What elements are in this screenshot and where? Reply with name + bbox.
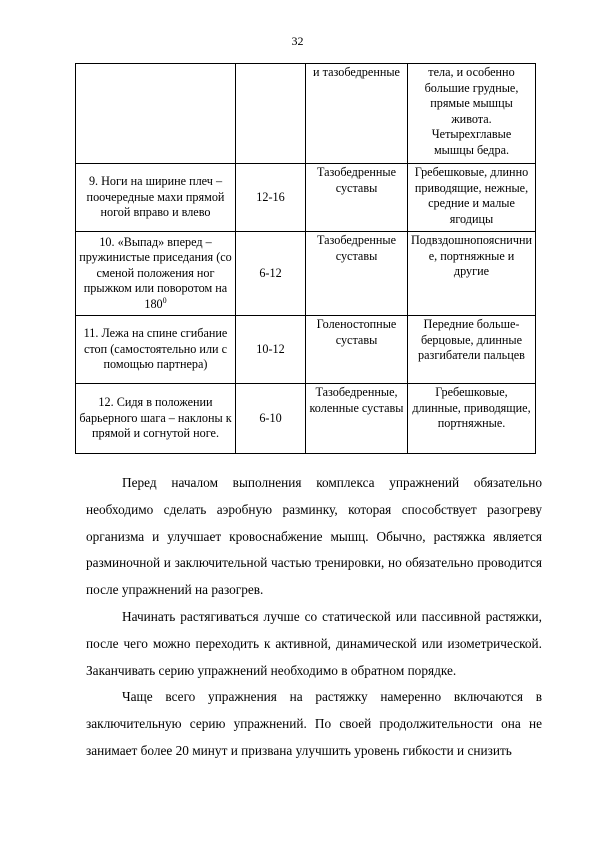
- paragraph: Перед началом выполнения комплекса упражнений обязательно необходимо сделать аэробную разминку, которая способствует разогреву организма и улучшает кровоснабжение мышц. Обычно, растяжка является разминочной и заключительной частью тренировки, но обязательно проводится после упражнений на разогрев.: [86, 475, 542, 598]
- muscles-cell: Гребешковые, длинно приводящие, нежные, средние и малые ягодицы: [408, 164, 536, 232]
- exercise-table: [75, 63, 536, 454]
- table-row: [76, 232, 536, 316]
- body-text: [86, 470, 542, 765]
- muscles-cell: Гребешковые, длинные, приводящие, портняжные.: [408, 384, 536, 454]
- joints-cell: Тазобедренные суставы: [306, 232, 408, 316]
- table-row: [76, 316, 536, 384]
- exercise-name-cell: [76, 64, 236, 164]
- muscles-cell: Подвздошнопояснични е, портняжные и другие: [408, 232, 536, 316]
- joints-cell: Голеностопные суставы: [306, 316, 408, 384]
- exercise-name-text: 10. «Выпад» вперед – пружинистые приседания (со сменой положения ног прыжком или поворотом на 180: [79, 234, 232, 311]
- table-row: [76, 64, 536, 164]
- repetitions-cell: 6-10: [236, 384, 306, 454]
- exercise-name-cell: 12. Сидя в положении барьерного шага – наклоны к прямой и согнутой ноге.: [76, 384, 236, 454]
- paragraph: Начинать растягиваться лучше со статической или пассивной растяжки, после чего можно переходить к активной, динамической или изометрической. Заканчивать серию упражнений необходимо в обратном порядке.: [86, 608, 542, 678]
- repetitions-cell: 12-16: [236, 164, 306, 232]
- exercise-name-cell: [76, 232, 236, 316]
- exercise-name-cell: 11. Лежа на спине сгибание стоп (самостоятельно или с помощью партнера): [76, 316, 236, 384]
- exercise-name-cell: 9. Ноги на ширине плеч – поочередные махи прямой ногой вправо и влево: [76, 164, 236, 232]
- repetitions-cell: 10-12: [236, 316, 306, 384]
- repetitions-cell: 6-12: [236, 232, 306, 316]
- paragraph: Чаще всего упражнения на растяжку намеренно включаются в заключительную серию упражнений. По своей продолжительности она не занимает более 20 минут и призвана улучшить уровень гибкости и снизить: [86, 689, 542, 758]
- table-row: [76, 164, 536, 232]
- page-number: 32: [291, 34, 304, 48]
- muscles-cell: Передние больше-берцовые, длинные разгибатели пальцев: [408, 316, 536, 384]
- repetitions-cell: [236, 64, 306, 164]
- table-row: [76, 384, 536, 454]
- joints-cell: Тазобедренные суставы: [306, 164, 408, 232]
- degree-superscript: 0: [162, 295, 167, 305]
- muscles-cell: тела, и особенно большие грудные, прямые мышцы живота. Четырехглавые мышцы бедра.: [408, 64, 536, 164]
- joints-cell: Тазобедренные, коленные суставы: [306, 384, 408, 454]
- joints-cell: и тазобедренные: [306, 64, 408, 164]
